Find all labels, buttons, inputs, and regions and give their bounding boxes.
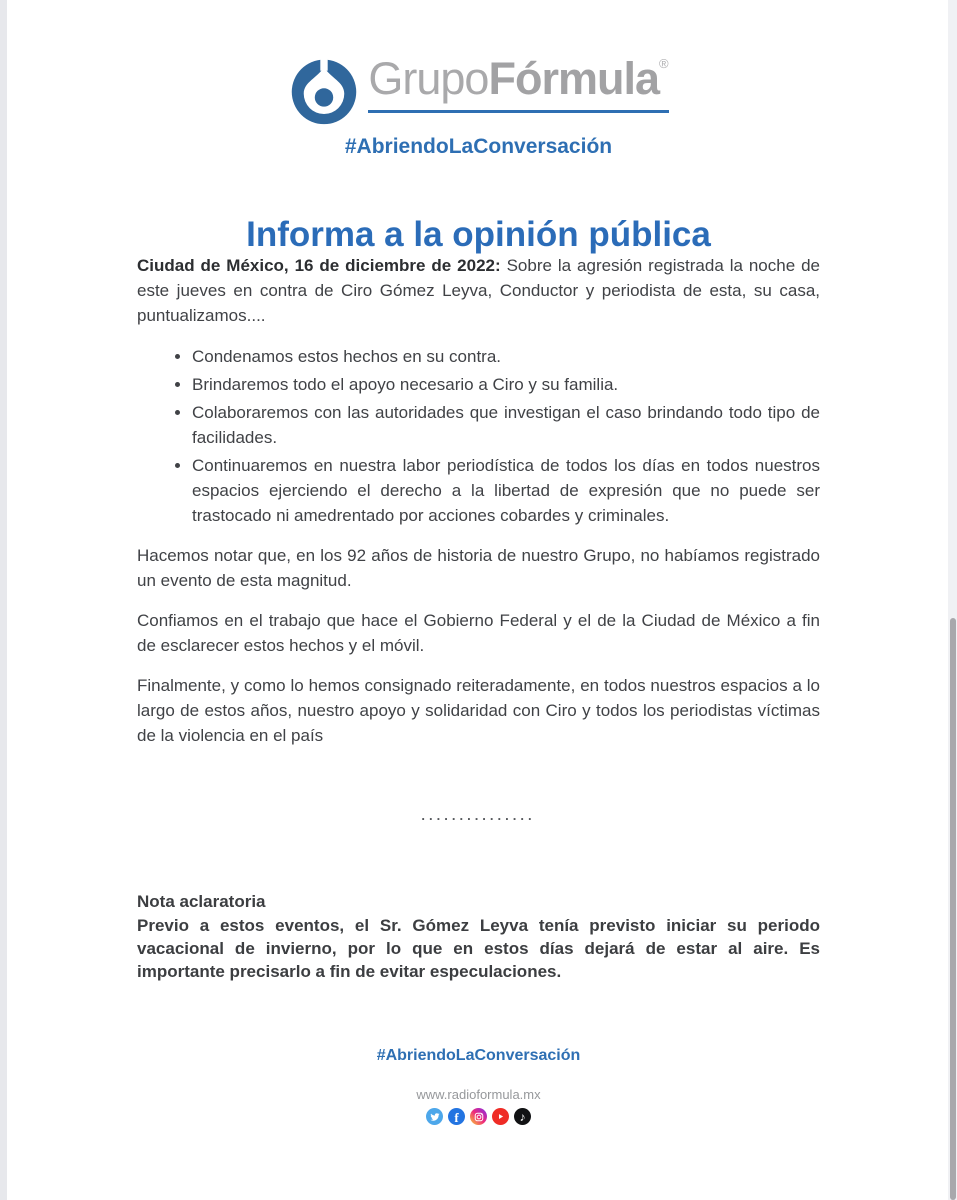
registered-mark: ®: [659, 56, 669, 71]
note-heading: Nota aclaratoria: [137, 892, 266, 911]
brand-header: [137, 53, 820, 126]
brand-tagline: #AbriendoLaConversación: [344, 135, 613, 158]
social-icons-row: [137, 1108, 820, 1125]
list-item: • Condenamos estos hechos en su contra.: [192, 344, 820, 369]
scrollbar-thumb[interactable]: [950, 618, 956, 1200]
facebook-icon[interactable]: [448, 1108, 465, 1125]
body-paragraph: Finalmente, y como lo hemos consignado reiteradamente, en todos nuestros espacios a lo largo de estos años, nuestro apoyo y solidaridad con Ciro y todos los periodistas víctimas de la violencia en el país: [137, 676, 820, 745]
intro-text: Sobre la agresión registrada la noche de este jueves en contra de Ciro Gómez Leyva, Conductor y periodista de esta, su casa, puntualizamos....: [137, 256, 820, 325]
list-item: • Brindaremos todo el apoyo necesario a Ciro y su familia.: [192, 372, 820, 397]
body-paragraph: Confiamos en el trabajo que hace el Gobierno Federal y el de la Ciudad de México a fin de esclarecer estos hechos y el móvil.: [137, 611, 820, 655]
clarification-note: [137, 891, 820, 983]
list-item: • Continuaremos en nuestra labor periodística de todos los días en todos nuestros espacios ejerciendo el derecho a la libertad de expresión que no puede ser trastocado ni amedrentado por acciones cobardes y criminales.: [192, 453, 820, 528]
body-paragraph: Hacemos notar que, en los 92 años de historia de nuestro Grupo, no habíamos registrado un evento de esta magnitud.: [137, 546, 820, 590]
tiktok-glyph: ♪: [519, 1109, 526, 1124]
intro-paragraph: [137, 253, 820, 328]
brand-underline: [368, 110, 668, 113]
twitter-icon[interactable]: [426, 1108, 443, 1125]
dotted-separator: ...............: [421, 808, 536, 823]
tiktok-icon[interactable]: [514, 1108, 531, 1125]
dateline: Ciudad de México, 16 de diciembre de 2022:: [137, 256, 501, 275]
list-item: • Colaboraremos con las autoridades que investigan el caso brindando todo tipo de facilidades.: [192, 400, 820, 450]
brand-formula: Fórmula: [488, 53, 659, 104]
radio-formula-logo-icon: [288, 56, 360, 126]
note-body: Previo a estos eventos, el Sr. Gómez Leyva tenía previsto iniciar su periodo vacacional de invierno, por lo que en estos días dejará de estar al aire. Es importante precisarlo a fin de evitar especulaciones.: [137, 916, 820, 981]
statement-list: [137, 344, 820, 528]
left-gutter: [0, 0, 7, 1200]
brand-wordmark-block: [368, 53, 669, 113]
press-release-page: [137, 0, 820, 1125]
footer-hashtag: #AbriendoLaConversación: [376, 1047, 581, 1064]
website-url: www.radioformula.mx: [416, 1087, 541, 1102]
page-title: Informa a la opinión pública: [246, 215, 711, 254]
brand-grupo: Grupo: [368, 53, 489, 104]
brand-wordmark: [368, 53, 668, 104]
youtube-icon[interactable]: [492, 1108, 509, 1125]
instagram-icon[interactable]: [470, 1108, 487, 1125]
facebook-glyph: f: [454, 1110, 459, 1125]
